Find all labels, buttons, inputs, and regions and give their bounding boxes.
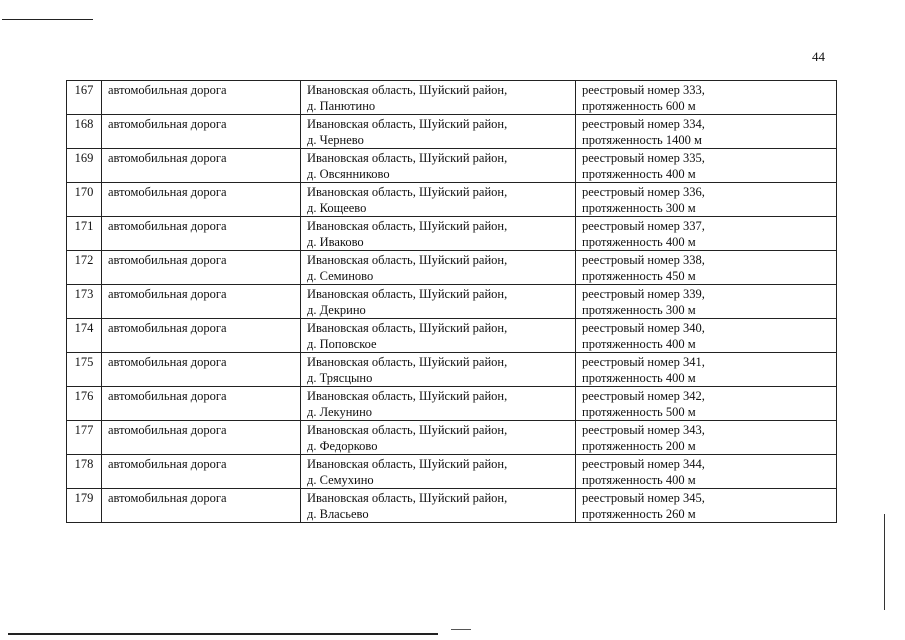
object-name: автомобильная дорога xyxy=(102,251,301,285)
table-row xyxy=(67,251,837,285)
address-region: Ивановская область, Шуйский район, xyxy=(307,423,508,437)
registry-number: реестровый номер 334, xyxy=(582,117,705,131)
address-village: д. Кощеево xyxy=(307,201,367,215)
row-number: 167 xyxy=(67,81,102,115)
object-name: автомобильная дорога xyxy=(102,149,301,183)
object-address xyxy=(301,183,576,217)
scan-line-top xyxy=(2,19,93,20)
object-name: автомобильная дорога xyxy=(102,285,301,319)
table-row xyxy=(67,319,837,353)
object-address xyxy=(301,81,576,115)
registry-number: реестровый номер 336, xyxy=(582,185,705,199)
object-name: автомобильная дорога xyxy=(102,319,301,353)
road-length: протяженность 400 м xyxy=(582,235,696,249)
row-number: 176 xyxy=(67,387,102,421)
table-row xyxy=(67,183,837,217)
table-row xyxy=(67,285,837,319)
road-length: протяженность 500 м xyxy=(582,405,696,419)
object-name: автомобильная дорога xyxy=(102,489,301,523)
address-region: Ивановская область, Шуйский район, xyxy=(307,321,508,335)
address-region: Ивановская область, Шуйский район, xyxy=(307,83,508,97)
object-address xyxy=(301,115,576,149)
table-row xyxy=(67,115,837,149)
table-row xyxy=(67,387,837,421)
address-region: Ивановская область, Шуйский район, xyxy=(307,491,508,505)
registry-number: реестровый номер 344, xyxy=(582,457,705,471)
address-village: д. Власьево xyxy=(307,507,369,521)
row-number: 171 xyxy=(67,217,102,251)
page-number: 44 xyxy=(812,49,825,64)
address-village: д. Декрино xyxy=(307,303,366,317)
object-address xyxy=(301,489,576,523)
object-details xyxy=(576,149,837,183)
address-region: Ивановская область, Шуйский район, xyxy=(307,219,508,233)
object-address xyxy=(301,149,576,183)
object-name: автомобильная дорога xyxy=(102,421,301,455)
address-region: Ивановская область, Шуйский район, xyxy=(307,117,508,131)
road-length: протяженность 400 м xyxy=(582,337,696,351)
address-village: д. Семухино xyxy=(307,473,374,487)
address-village: д. Иваково xyxy=(307,235,364,249)
address-region: Ивановская область, Шуйский район, xyxy=(307,253,508,267)
table-row xyxy=(67,149,837,183)
object-details xyxy=(576,217,837,251)
object-name: автомобильная дорога xyxy=(102,455,301,489)
road-length: протяженность 1400 м xyxy=(582,133,702,147)
road-length: протяженность 400 м xyxy=(582,473,696,487)
address-village: д. Семиново xyxy=(307,269,374,283)
object-details xyxy=(576,421,837,455)
object-details xyxy=(576,387,837,421)
road-length: протяженность 300 м xyxy=(582,201,696,215)
address-region: Ивановская область, Шуйский район, xyxy=(307,389,508,403)
row-number: 175 xyxy=(67,353,102,387)
object-name: автомобильная дорога xyxy=(102,387,301,421)
row-number: 172 xyxy=(67,251,102,285)
road-length: протяженность 200 м xyxy=(582,439,696,453)
table-row xyxy=(67,353,837,387)
object-address xyxy=(301,285,576,319)
road-length: протяженность 450 м xyxy=(582,269,696,283)
registry-number: реестровый номер 339, xyxy=(582,287,705,301)
registry-number: реестровый номер 345, xyxy=(582,491,705,505)
road-length: протяженность 300 м xyxy=(582,303,696,317)
address-village: д. Лекунино xyxy=(307,405,373,419)
object-name: автомобильная дорога xyxy=(102,81,301,115)
road-length: протяженность 600 м xyxy=(582,99,696,113)
object-details xyxy=(576,455,837,489)
row-number: 178 xyxy=(67,455,102,489)
object-details xyxy=(576,489,837,523)
table-row xyxy=(67,421,837,455)
row-number: 170 xyxy=(67,183,102,217)
address-region: Ивановская область, Шуйский район, xyxy=(307,287,508,301)
address-region: Ивановская область, Шуйский район, xyxy=(307,151,508,165)
address-region: Ивановская область, Шуйский район, xyxy=(307,185,508,199)
address-village: д. Панютино xyxy=(307,99,376,113)
table-row xyxy=(67,217,837,251)
object-details xyxy=(576,81,837,115)
object-name: автомобильная дорога xyxy=(102,217,301,251)
object-details xyxy=(576,353,837,387)
registry-number: реестровый номер 342, xyxy=(582,389,705,403)
object-address xyxy=(301,421,576,455)
address-region: Ивановская область, Шуйский район, xyxy=(307,457,508,471)
registry-number: реестровый номер 340, xyxy=(582,321,705,335)
scan-line-bottom xyxy=(8,633,438,635)
object-details xyxy=(576,251,837,285)
address-village: д. Федорково xyxy=(307,439,378,453)
object-details xyxy=(576,319,837,353)
table-row xyxy=(67,489,837,523)
object-details xyxy=(576,115,837,149)
scan-edge-right xyxy=(884,514,885,610)
row-number: 174 xyxy=(67,319,102,353)
object-address xyxy=(301,353,576,387)
scan-line-bottom-short xyxy=(451,629,471,630)
row-number: 177 xyxy=(67,421,102,455)
road-registry-table xyxy=(66,80,837,523)
address-region: Ивановская область, Шуйский район, xyxy=(307,355,508,369)
road-length: протяженность 400 м xyxy=(582,167,696,181)
address-village: д. Чернево xyxy=(307,133,364,147)
address-village: д. Трясцыно xyxy=(307,371,373,385)
road-length: протяженность 400 м xyxy=(582,371,696,385)
object-address xyxy=(301,387,576,421)
registry-number: реестровый номер 343, xyxy=(582,423,705,437)
object-address xyxy=(301,217,576,251)
object-address xyxy=(301,319,576,353)
registry-number: реестровый номер 341, xyxy=(582,355,705,369)
road-length: протяженность 260 м xyxy=(582,507,696,521)
registry-number: реестровый номер 337, xyxy=(582,219,705,233)
object-name: автомобильная дорога xyxy=(102,353,301,387)
registry-number: реестровый номер 338, xyxy=(582,253,705,267)
table-row xyxy=(67,81,837,115)
object-address xyxy=(301,251,576,285)
row-number: 168 xyxy=(67,115,102,149)
address-village: д. Овсянниково xyxy=(307,167,390,181)
registry-number: реестровый номер 335, xyxy=(582,151,705,165)
object-address xyxy=(301,455,576,489)
object-name: автомобильная дорога xyxy=(102,183,301,217)
object-name: автомобильная дорога xyxy=(102,115,301,149)
address-village: д. Поповское xyxy=(307,337,377,351)
object-details xyxy=(576,285,837,319)
registry-number: реестровый номер 333, xyxy=(582,83,705,97)
object-details xyxy=(576,183,837,217)
row-number: 173 xyxy=(67,285,102,319)
table-row xyxy=(67,455,837,489)
row-number: 169 xyxy=(67,149,102,183)
row-number: 179 xyxy=(67,489,102,523)
